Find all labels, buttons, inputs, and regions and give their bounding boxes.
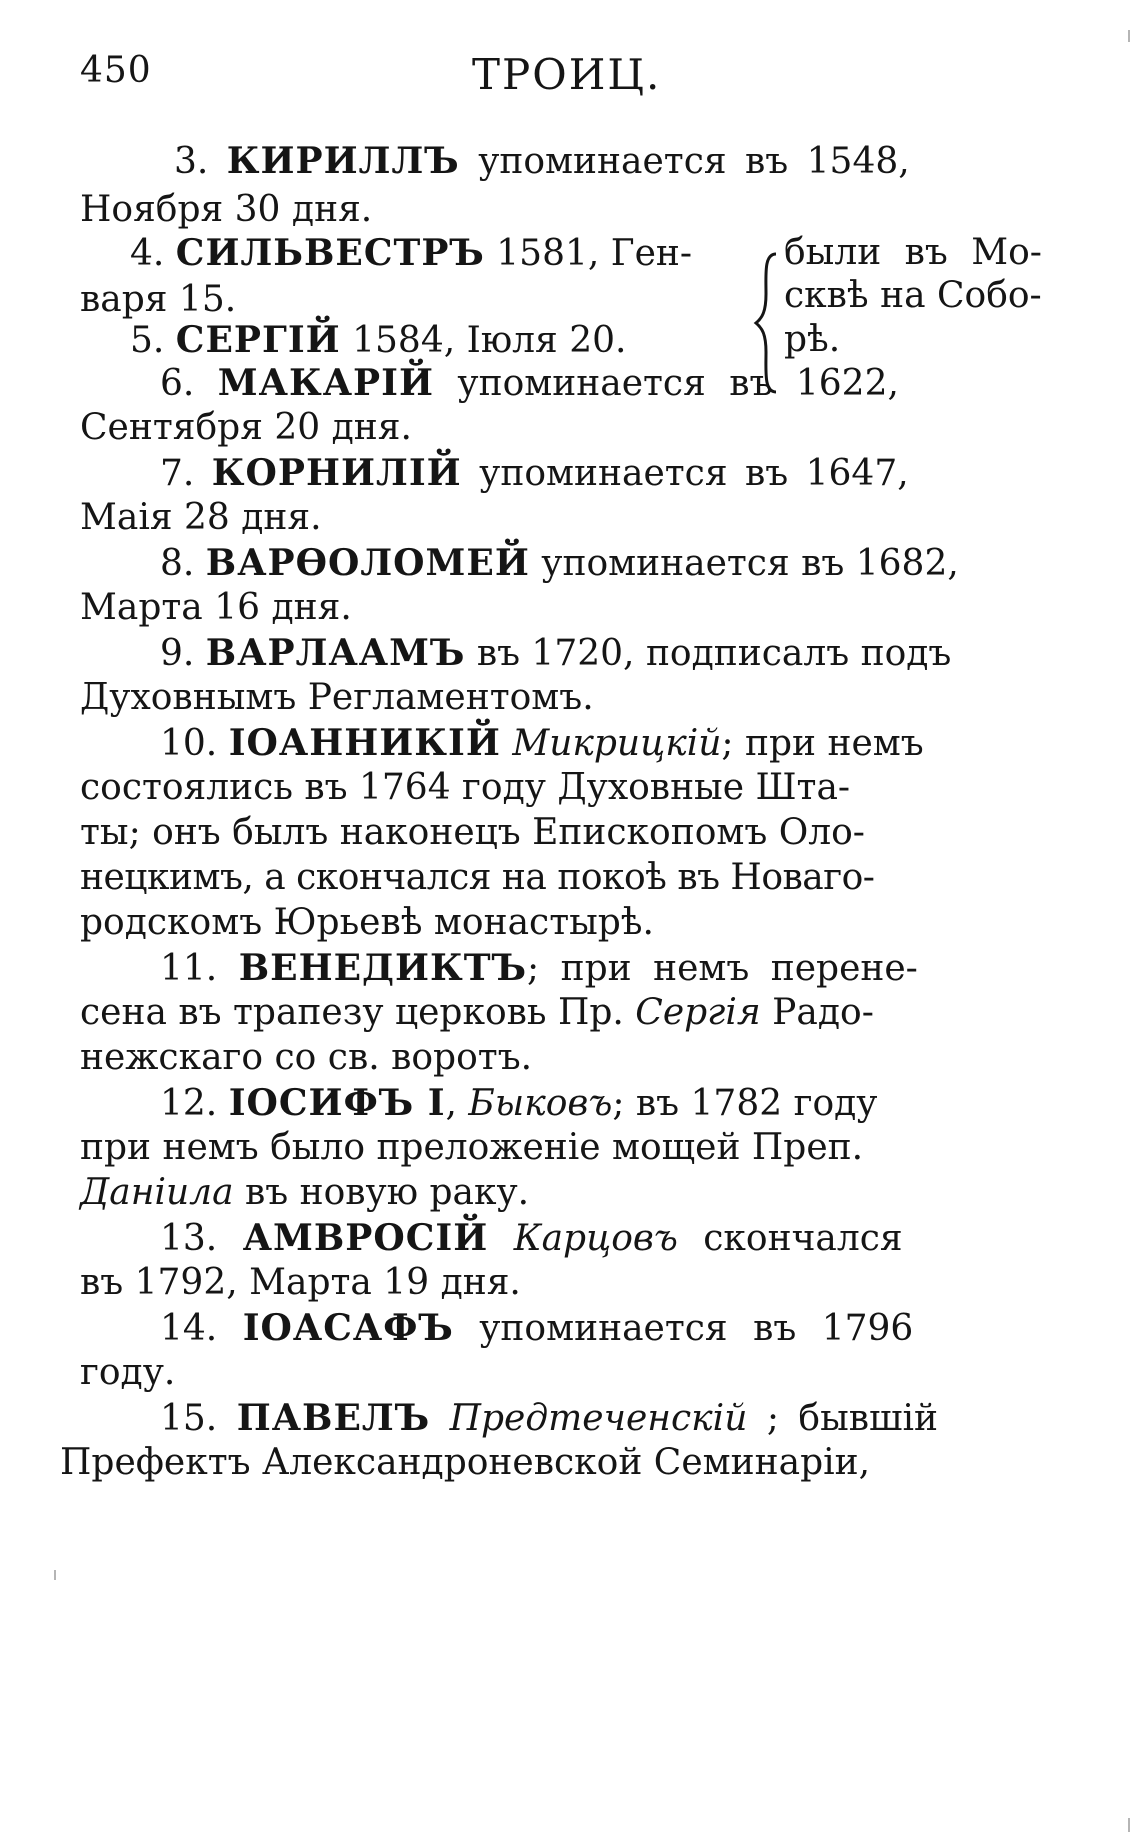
entry-text: 1584, Іюля 20.	[340, 320, 627, 361]
entry-text: ; при немъ перене-	[527, 948, 918, 989]
entry-10-line-5	[80, 902, 654, 943]
entry-12-line-3	[80, 1172, 530, 1213]
bishop-name: КОРНИЛІЙ	[211, 452, 462, 494]
entry-text: въ 1720, подписалъ подъ	[465, 633, 952, 674]
entry-text: году.	[80, 1352, 176, 1393]
entry-13-line-2	[80, 1262, 521, 1303]
entry-8-line-2	[80, 587, 352, 628]
entry-number: 6.	[160, 363, 218, 404]
scan-mark	[1128, 1818, 1130, 1832]
entry-7-line-1	[160, 452, 909, 494]
bishop-surname: Микрицкій	[512, 723, 722, 764]
entry-12-line-2	[80, 1127, 864, 1168]
entry-10-line-1	[160, 722, 924, 764]
scan-mark	[54, 1570, 56, 1580]
entry-text: упоминается въ 1548,	[459, 141, 910, 182]
bishop-name: ІОСИФЪ І	[228, 1082, 446, 1124]
entry-number: 8.	[160, 543, 206, 584]
entry-4-line-2	[80, 279, 237, 320]
entry-text: нецкимъ, а скончался на покоѣ въ Новаго-	[80, 857, 875, 898]
entry-number: 13.	[160, 1218, 243, 1259]
entry-number: 4.	[130, 233, 176, 274]
entry-number: 15.	[160, 1398, 237, 1439]
entry-13-line-1	[160, 1217, 903, 1259]
bishop-name: СЕРГІЙ	[175, 319, 341, 361]
bishop-name: МАКАРІЙ	[217, 362, 434, 404]
entry-3-line-2	[80, 189, 373, 230]
entry-15-line-1	[160, 1397, 938, 1439]
bishop-surname: Карцовъ	[513, 1218, 678, 1259]
entry-10-line-3	[80, 812, 865, 853]
bishop-name: КИРИЛЛЪ	[226, 140, 460, 182]
entry-11-line-1	[160, 947, 918, 989]
entry-number: 12.	[160, 1083, 229, 1124]
entry-number: 14.	[160, 1308, 243, 1349]
entry-text: сена въ трапезу церковь Пр.	[80, 992, 636, 1033]
bishop-name: ВАРѲОЛОМЕЙ	[205, 542, 530, 584]
entry-text: Радо-	[760, 992, 874, 1033]
entry-text: упоминается въ 1682,	[529, 543, 959, 584]
entry-15-line-2	[60, 1442, 871, 1483]
entry-11-line-2	[80, 992, 874, 1033]
entry-text: 1581, Ген-	[484, 233, 693, 274]
running-head: ТРОИЦ.	[472, 50, 662, 99]
entry-3-line-1	[174, 140, 910, 182]
entry-9-line-2	[80, 677, 594, 718]
bishop-name: ВЕНЕДИКТЪ	[238, 947, 528, 989]
entry-8-line-1	[160, 542, 959, 584]
entry-text: Сентября 20 дня.	[80, 407, 412, 448]
entry-text: варя 15.	[80, 279, 237, 320]
entry-number: 5.	[130, 320, 176, 361]
entry-text: сквѣ на Собо-	[784, 275, 1042, 316]
saint-name: Даніила	[80, 1172, 234, 1213]
entry-text: родскомъ Юрьевѣ монастырѣ.	[80, 902, 654, 943]
page-number: 450	[80, 50, 152, 91]
bishop-surname: Быковъ	[468, 1083, 613, 1124]
entry-text: состоялись въ 1764 году Духовные Шта-	[80, 767, 851, 808]
entry-10-line-4	[80, 857, 875, 898]
entry-text: ; въ 1782 году	[612, 1083, 878, 1124]
entry-10-line-2	[80, 767, 851, 808]
entry-text: Маія 28 дня.	[80, 497, 322, 538]
entry-number: 11.	[160, 948, 239, 989]
bishop-name: ІОАННИКІЙ	[228, 722, 501, 764]
entry-number: 10.	[160, 723, 229, 764]
entry-text: Марта 16 дня.	[80, 587, 352, 628]
entry-14-line-1	[160, 1307, 914, 1349]
brace-note-line-1	[784, 232, 1042, 273]
entry-9-line-1	[160, 632, 952, 674]
entry-number: 7.	[160, 453, 212, 494]
entry-text: ты; онъ былъ наконецъ Епископомъ Оло-	[80, 812, 865, 853]
entry-text: въ 1792, Марта 19 дня.	[80, 1262, 521, 1303]
entry-12-line-1: 12. ІОСИФЪ І, Быковъ; въ 1782 году	[160, 1082, 878, 1124]
entry-text: при немъ было преложеніе мощей Преп.	[80, 1127, 864, 1168]
entry-text: въ новую раку.	[233, 1172, 530, 1213]
bishop-name: АМВРОСІЙ	[242, 1217, 489, 1259]
bishop-name: ВАРЛААМЪ	[205, 632, 466, 674]
entry-text: рѣ.	[784, 319, 841, 360]
entry-text: Префектъ Александроневской Семинаріи,	[60, 1442, 871, 1483]
scan-mark	[1128, 30, 1130, 42]
entry-text: ; бывшій	[747, 1398, 938, 1439]
page-header	[80, 50, 1080, 110]
entry-5-line-1	[130, 319, 627, 361]
bishop-name: ІОАСАФЪ	[242, 1307, 454, 1349]
entry-14-line-2	[80, 1352, 176, 1393]
entry-number: 9.	[160, 633, 206, 674]
brace-note-line-3	[784, 319, 841, 360]
entry-4-line-1	[130, 232, 693, 274]
entry-6-line-1	[160, 362, 899, 404]
entry-text: упоминается въ 1647,	[461, 453, 909, 494]
entry-text: скончался	[677, 1218, 903, 1259]
entry-6-line-2	[80, 407, 412, 448]
entry-text: ; при немъ	[721, 723, 924, 764]
entry-7-line-2	[80, 497, 322, 538]
entry-text: Духовнымъ Регламентомъ.	[80, 677, 594, 718]
entry-text: упоминается въ 1796	[453, 1308, 914, 1349]
bishop-name: СИЛЬВЕСТРЪ	[175, 232, 485, 274]
entry-text: были въ Мо-	[784, 232, 1042, 273]
bishop-surname: Предтеченскій	[449, 1398, 748, 1439]
entry-text: нежскаго со св. воротъ.	[80, 1037, 533, 1078]
entry-11-line-3	[80, 1037, 533, 1078]
entry-text: упоминается въ 1622,	[433, 363, 899, 404]
entry-text: Ноября 30 дня.	[80, 189, 373, 230]
bishop-name: ПАВЕЛЪ	[236, 1397, 431, 1439]
saint-name: Сергія	[635, 992, 761, 1033]
entry-number: 3.	[174, 141, 227, 182]
brace-note-line-2	[784, 275, 1042, 316]
